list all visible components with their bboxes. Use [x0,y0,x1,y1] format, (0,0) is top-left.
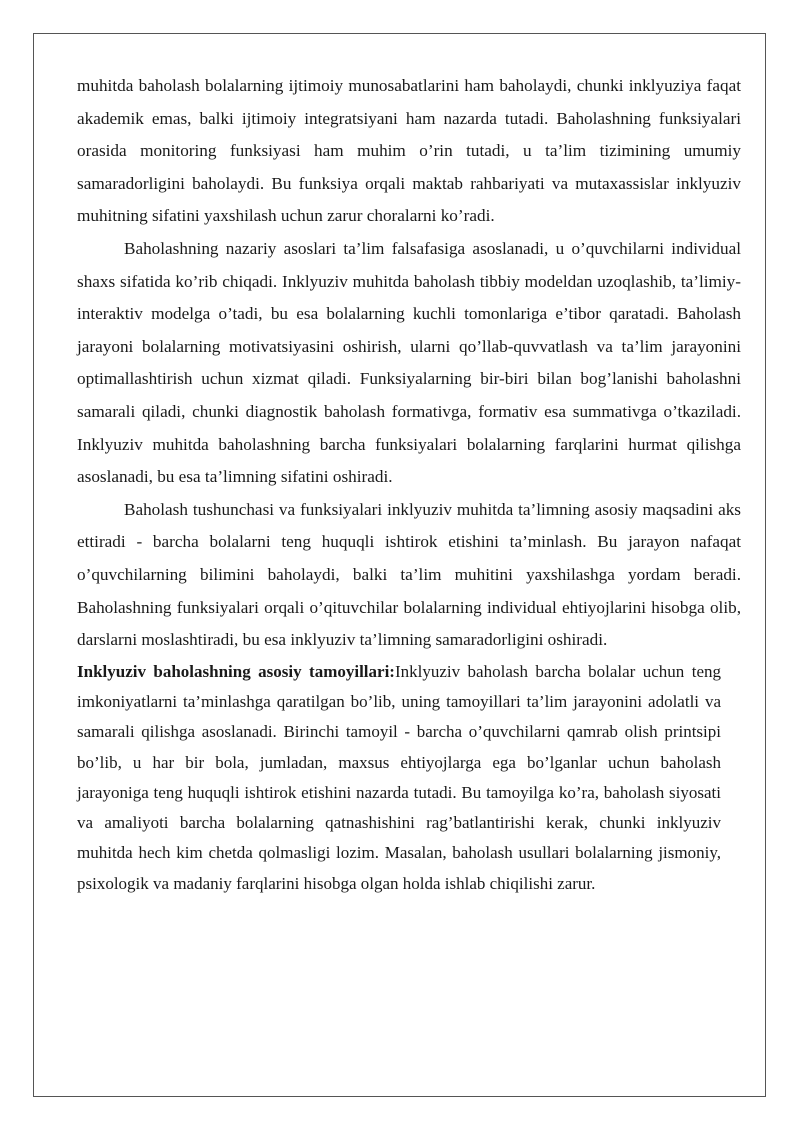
paragraph-continuation: muhitda baholash bolalarning ijtimoiy munosabatlarini ham baholaydi, chunki inklyuziya faqat akademik emas, balki ijtimoiy integratsiyani ham nazarda tutadi. Baholashning funksiyalari orasida monitoring funksiyasi ham muhim o’rin tutadi, u ta’lim tizimining umumiy samaradorligini baholaydi. Bu funksiya orqali maktab rahbariyati va mutaxassislar inklyuziv muhitning sifatini yaxshilash uchun zarur choralarni ko’radi. [77,76,741,226]
section-principles [77,657,741,899]
document-body [77,70,741,899]
section-body-text: Inklyuziv baholash barcha bolalar uchun teng imkoniyatlarni ta’minlashga qaratilgan bo’lib, uning tamoyillari ta’lim jarayonini adolatli va samarali qilishga asoslanadi. Birinchi tamoyil - barcha o’quvchilarni qamrab olish printsipi bo’lib, u har bir bola, jumladan, maxsus ehtiyojlarga ega bo’lganlar uchun baholash jarayoniga teng huquqli ishtirok etishini nazarda tutadi. Bu tamoyilga ko’ra, baholash siyosati va amaliyoti barcha bolalarning qatnashishini rag’batlantirishi kerak, chunki inklyuziv muhitda hech kim chetda qolmasligi lozim. Masalan, baholash usullari bolalarning jismoniy, psixologik va madaniy farqlarini hisobga olgan holda ishlab chiqilishi zarur. [77,661,721,893]
paragraph-concept-and-functions: Baholash tushunchasi va funksiyalari inklyuziv muhitda ta’limning asosiy maqsadini aks ettiradi - barcha bolalarni teng huquqli ishtirok etishini ta’minlash. Bu jarayon nafaqat o’quvchilarning bilimini baholaydi, balki ta’lim muhitini yaxshilashga yordam beradi. Baholashning funksiyalari orqali o’qituvchilar bolalarning individual ehtiyojlarini hisobga olib, darslarni moslashtiradi, bu esa inklyuziv ta’limning samaradorligini oshiradi. [77,499,741,650]
paragraph-theoretical-foundations: Baholashning nazariy asoslari ta’lim falsafasiga asoslanadi, u o’quvchilarni individual shaxs sifatida ko’rib chiqadi. Inklyuziv muhitda baholash tibbiy modeldan uzoqlashib, ta’limiy-interaktiv modelga o’tadi, bu esa bolalarning kuchli tomonlariga e’tibor qaratadi. Baholash jarayoni bolalarning motivatsiyasini oshirish, ularni qo’llab-quvvatlash va ta’lim jarayonini optimallashtirish uchun xizmat qiladi. Funksiyalarning bir-biri bilan bog’lanishi baholashni samarali qiladi, chunki diagnostik baholash formativga, formativ esa summativga o’tkaziladi. Inklyuziv muhitda baholashning barcha funksiyalari bolalarning farqlarini hurmat qilishga asoslanadi, bu esa ta’limning sifatini oshiradi. [77,238,741,487]
section-heading: Inklyuziv baholashning asosiy tamoyillari: [77,661,395,681]
